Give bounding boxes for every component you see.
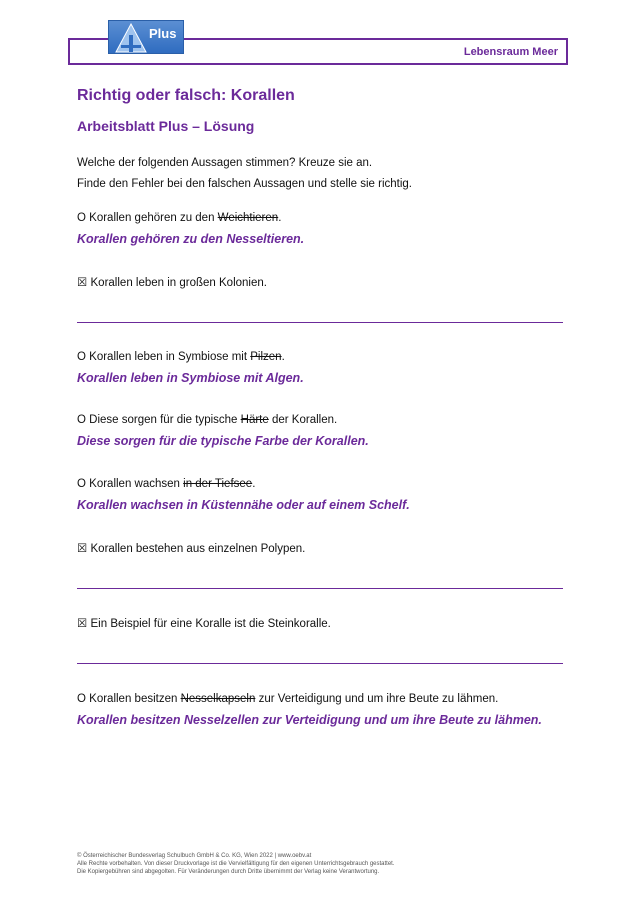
- statement-text: zur Verteidigung und um ihre Beute zu lähmen.: [255, 693, 499, 705]
- statement-text: Ein Beispiel für eine Koralle ist die Steinkoralle.: [90, 618, 331, 630]
- answer-checkbox[interactable]: ☒: [77, 277, 88, 289]
- statement-text: Diese sorgen für die typische: [89, 414, 241, 426]
- statement: [77, 616, 331, 630]
- struck-error: Pilzen: [250, 351, 282, 363]
- statement-text: Korallen bestehen aus einzelnen Polypen.: [90, 543, 306, 555]
- struck-error: Weichtieren: [217, 212, 279, 224]
- statement-text: der Korallen.: [268, 414, 338, 426]
- footer-line: © Österreichischer Bundesverlag Schulbuch GmbH & Co. KG, Wien 2022 | www.oebv.at: [77, 853, 312, 859]
- correction: Diese sorgen für die typische Farbe der Korallen.: [77, 434, 369, 448]
- statement: [77, 414, 337, 426]
- logo-text: Plus: [149, 26, 177, 41]
- instruction-line: Finde den Fehler bei den falschen Aussagen und stelle sie richtig.: [77, 178, 412, 190]
- triangle-logo-icon: [115, 23, 147, 53]
- statement: [77, 478, 255, 490]
- statement-text: .: [281, 351, 285, 363]
- answer-checkbox[interactable]: ☒: [77, 543, 88, 555]
- answer-checkbox[interactable]: O: [77, 351, 86, 363]
- statement-text: .: [252, 478, 256, 490]
- answer-line: [77, 588, 563, 589]
- statement-text: .: [278, 212, 282, 224]
- correction: Korallen wachsen in Küstennähe oder auf einem Schelf.: [77, 498, 410, 512]
- struck-error: Härte: [240, 414, 269, 426]
- statement-text: Korallen leben in Symbiose mit: [89, 351, 251, 363]
- page-subtitle: Arbeitsblatt Plus – Lösung: [77, 118, 255, 134]
- page-title: Richtig oder falsch: Korallen: [77, 87, 295, 104]
- statement: [77, 212, 281, 224]
- answer-checkbox[interactable]: O: [77, 478, 86, 490]
- answer-line: [77, 663, 563, 664]
- correction: Korallen gehören zu den Nesseltieren.: [77, 232, 305, 246]
- instruction-line: Welche der folgenden Aussagen stimmen? Kreuze sie an.: [77, 157, 373, 169]
- statement-text: Korallen leben in großen Kolonien.: [90, 277, 267, 289]
- copyright-footer: [77, 852, 395, 876]
- answer-checkbox[interactable]: ☒: [77, 618, 88, 630]
- statement: [77, 275, 267, 289]
- answer-checkbox[interactable]: O: [77, 212, 86, 224]
- statement-text: Korallen gehören zu den: [89, 212, 218, 224]
- answer-line: [77, 322, 563, 323]
- plus-logo: [108, 20, 184, 54]
- statement: [77, 541, 305, 555]
- correction: Korallen besitzen Nesselzellen zur Verteidigung und um ihre Beute zu lähmen.: [77, 713, 542, 727]
- answer-checkbox[interactable]: O: [77, 414, 86, 426]
- statement-text: Korallen besitzen: [89, 693, 181, 705]
- statement-text: Korallen wachsen: [89, 478, 184, 490]
- footer-line: Alle Rechte vorbehalten. Von dieser Druckvorlage ist die Vervielfältigung für den eigenen Unterrichtsgebrauch gestattet.: [77, 861, 395, 867]
- footer-line: Die Kopiergebühren sind abgegolten. Für Veränderungen durch Dritte übernimmt der Verlag keine Verantwortung.: [77, 869, 380, 875]
- answer-checkbox[interactable]: O: [77, 693, 86, 705]
- struck-error: Nesselkapseln: [180, 693, 256, 705]
- header-title: Lebensraum Meer: [463, 46, 558, 58]
- statement: [77, 351, 285, 363]
- struck-error: in der Tiefsee: [183, 478, 253, 490]
- correction: Korallen leben in Symbiose mit Algen.: [77, 371, 304, 385]
- statement: [77, 693, 498, 705]
